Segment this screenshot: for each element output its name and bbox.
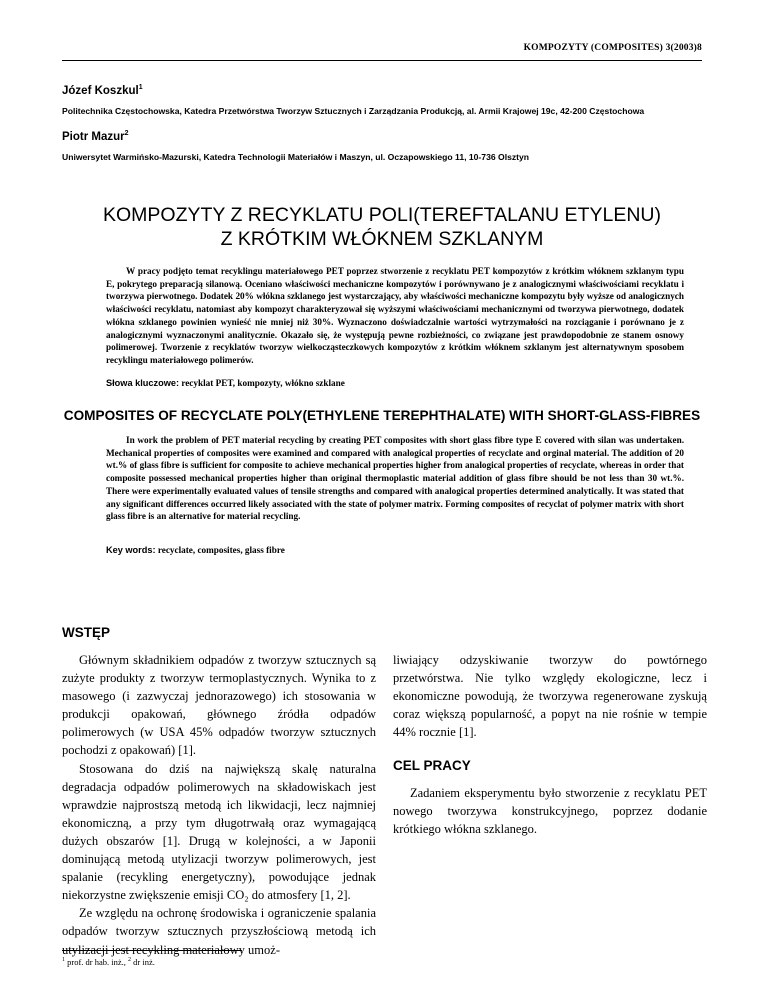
author-name: Piotr Mazur <box>62 130 125 143</box>
footnote-text: dr inż. <box>131 957 155 967</box>
paragraph: Stosowana do dziś na największą skalę naturalna degradacja odpadów polimerowych na składowiskach jest wprawdzie najprostszą metodą ich likwidacji, lecz najmniej ekonomiczną, a przy tym długotrwałą oraz wymagającą dużych obszarów [1]. Drugą w kolejności, a w Japonii dominującą metodą utylizacji tworzyw polimerowych, jest spalanie (recykling energetyczny), powodujące jednak niekorzystne zwiększenie emisji CO₂ do atmosfery [1, 2]. <box>62 761 376 903</box>
intro-column-right <box>393 651 707 741</box>
abstract-pl: W pracy podjęto temat recyklingu materiałowego PET poprzez stworzenie z recyklatu PET kompozytów z krótkim włóknem szklanym typu E, pokrytego preparacją silanową. Oceniano właściwości mechaniczne kompozytów i porównywano je z analogicznymi właściwościami recyklatu i tworzywa pierwotnego. Dodatek 20% włókna szklanego jest wystarczający, aby właściwości mechaniczne kompozytu były wyższe od analogicznych właściwości recyklatu, natomiast aby kompozyt charakteryzował się wyższymi właściwościami mechanicznymi od tworzywa pierwotnego, dodatek włókna szklanego powinien wynieść nie mniej niż 30%. Wyznaczono doświadczalnie wartości wytrzymałości na rozciąganie i porównano je z analogicznymi wyznaczonymi analitycznie. Okazało się, że występują pewne rozbieżności, co związane jest prawdopodobnie ze stanem osnowy polimerowej. Tworzenie z recyklatów tworzyw wielkocząsteczkowych kompozytów z krótkim włóknem szklanym jest alternatywnym sposobem recyklingu materiałowego polimerów. <box>106 266 684 365</box>
paragraph: Głównym składnikiem odpadów z tworzyw sztucznych są zużyte produkty z tworzyw termoplastycznych. Wynika to z masowego (i zazwyczaj jednorazowego) ich stosowania w produkcji opakowań, głównego źródła odpadów polimerowych (w USA 45% odpadów tworzyw sztucznych pochodzi z opakowań) [1]. <box>62 653 376 758</box>
running-header: KOMPOZYTY (COMPOSITES) 3(2003)8 <box>523 43 702 53</box>
footnote-text: prof. dr hab. inż., <box>65 957 129 967</box>
footnote <box>62 957 155 967</box>
keywords-label: Key words: <box>106 545 156 555</box>
section-heading-intro: WSTĘP <box>62 625 111 640</box>
header-rule <box>62 60 702 61</box>
keywords-text: recyklat PET, kompozyty, włókno szklane <box>181 378 345 388</box>
paper-title <box>62 203 702 251</box>
author-name: Józef Koszkul <box>62 84 139 97</box>
abstract-en: In work the problem of PET material recycling by creating PET composites with short glass fibre type E covered with silan was undertaken. Mechanical properties of composites were examined and compared with analogical properties of recyclate and orginal material. The addition of 20 wt.% of glass fibre is sufficient for composite to achieve mechanical properties higher from analogical properties of recyclate, whereas in order that composite possessed mechanical properties higher than original thermoplastic material addition of glass fibre should be not less than 30 wt.%. There were experimentally evaluated values of tensile strengths and compared with analogical properties determined analytically. It was stated that any significant differences occurred likely associated with the state of polymer matrix. Forming composites of recyclat of polymer matrix with short glass fibre is an alternative for material recycling. <box>106 435 684 522</box>
author-1 <box>62 84 143 97</box>
paper-title-line: KOMPOZYTY Z RECYKLATU POLI(TEREFTALANU ETYLENU) <box>102 204 661 226</box>
author-footnote-mark: 2 <box>124 130 129 137</box>
author-2 <box>62 130 129 143</box>
footnote-mark: 1 <box>62 957 65 964</box>
footnote-rule <box>62 950 242 951</box>
english-title: COMPOSITES OF RECYCLATE POLY(ETHYLENE TEREPHTHALATE) WITH SHORT-GLASS-FIBRES <box>63 408 701 423</box>
paragraph: Ze względu na ochronę środowiska i ograniczenie spalania odpadów tworzyw sztucznych przyszłościową metodą ich utylizacji jest recykling materiałowy umoż- <box>62 906 376 957</box>
keywords-text: recyclate, composites, glass fibre <box>157 545 285 555</box>
footnote-mark: 2 <box>128 957 132 964</box>
keywords-pl <box>106 378 345 388</box>
keywords-en <box>106 545 285 555</box>
paragraph-continued: liwiający odzyskiwanie tworzyw do powtórnego przetwórstwa. Nie tylko względy ekologiczne, lecz i ekonomiczne powodują, że tworzywa regenerowane zyskują coraz większą popularność, a popyt na nie rośnie w tempie 44% rocznie [1]. <box>393 653 707 740</box>
affiliation-2: Uniwersytet Warmińsko-Mazurski, Katedra Technologii Materiałów i Maszyn, ul. Oczapowskiego 11, 10-736 Olsztyn <box>62 152 530 162</box>
section-heading-goal: CEL PRACY <box>393 758 471 773</box>
paragraph: Zadaniem eksperymentu było stworzenie z recyklatu PET nowego tworzywa konstrukcyjnego, poprzez dodanie krótkiego włókna szklanego. <box>393 786 707 837</box>
keywords-label: Słowa kluczowe: <box>106 378 180 388</box>
affiliation-1: Politechnika Częstochowska, Katedra Przetwórstwa Tworzyw Sztucznych i Zarządzania Produkcją, al. Armii Krajowej 19c, 42-200 Częstochowa <box>62 106 645 116</box>
paper-title-line: Z KRÓTKIM WŁÓKNEM SZKLANYM <box>220 228 544 250</box>
intro-column-left <box>62 651 376 959</box>
author-footnote-mark: 1 <box>138 84 143 91</box>
goal-column <box>393 784 707 838</box>
